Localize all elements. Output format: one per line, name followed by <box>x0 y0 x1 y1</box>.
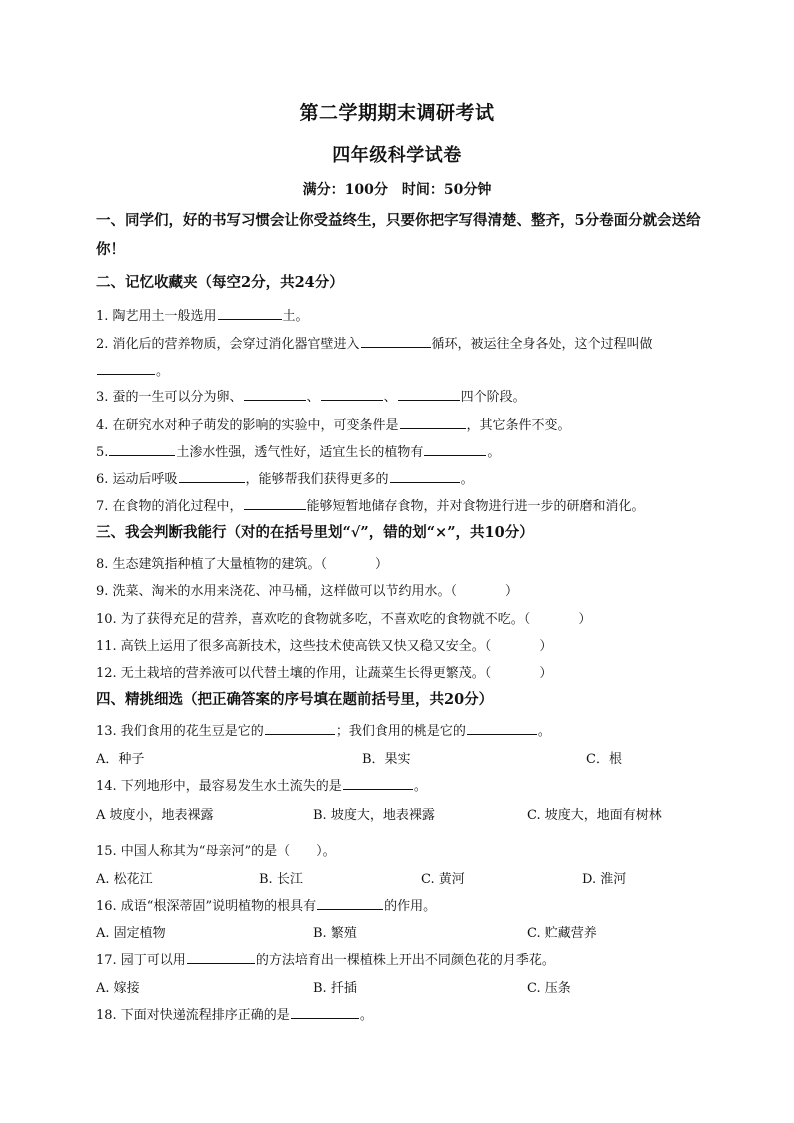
answer-blank[interactable] <box>218 307 282 320</box>
option-c[interactable]: C. 坡度大，地面有树林 <box>527 808 662 823</box>
section-4-heading: 四、精挑细选（把正确答案的序号填在题前括号里，共20分） <box>96 691 494 708</box>
question-12-text: 12. 无土栽培的营养液可以代替土壤的作用，让蔬菜生长得更繁茂。（ <box>96 666 492 681</box>
question-6-text-mid: ，能够帮我们获得更多的 <box>245 472 389 487</box>
answer-blank[interactable] <box>317 897 383 910</box>
question-2-text: 2. 消化后的营养物质，会穿过消化器官壁进入 <box>96 337 360 352</box>
option-b[interactable]: B. 扦插 <box>313 981 357 996</box>
question-6-text: 6. 运动后呼吸 <box>96 472 178 487</box>
exam-title: 第二学期期末调研考试 <box>299 102 495 124</box>
question-1-text: 1. 陶艺用土一般选用 <box>96 309 217 324</box>
question-13-text-end: 。 <box>537 724 551 739</box>
question-7 <box>96 495 706 514</box>
question-4 <box>96 414 706 433</box>
question-4-text-end: ，其它条件不变。 <box>466 418 571 433</box>
paren-close: ） <box>505 584 519 599</box>
option-a[interactable]: A. 固定植物 <box>96 926 166 941</box>
section-2-heading: 二、记忆收藏夹（每空2分，共24分） <box>96 274 344 291</box>
question-18-text-end: 。 <box>359 1008 373 1023</box>
question-5-text-end: 。 <box>487 445 501 460</box>
question-7-text: 7. 在食物的消化过程中， <box>96 499 243 514</box>
paren-close: ） <box>539 639 553 654</box>
answer-blank[interactable] <box>398 388 460 401</box>
score-time-line: 满分：100分 时间：50分钟 <box>302 182 492 198</box>
answer-blank[interactable] <box>424 443 486 456</box>
answer-blank[interactable] <box>97 362 155 375</box>
question-18-text: 18. 下面对快递流程排序正确的是 <box>96 1008 290 1023</box>
question-9 <box>96 580 706 599</box>
question-17 <box>96 949 706 968</box>
question-17-text-end: 的方法培育出一棵植株上开出不同颜色花的月季花。 <box>255 953 555 968</box>
answer-blank[interactable] <box>265 722 335 735</box>
option-d[interactable]: D. 淮河 <box>582 872 627 887</box>
question-6-text-end: 。 <box>460 472 474 487</box>
question-2 <box>96 333 706 352</box>
question-12 <box>96 662 706 681</box>
question-18 <box>96 1004 706 1023</box>
question-16 <box>96 895 706 914</box>
question-11 <box>96 635 706 654</box>
section-1-heading: 一、同学们，好的书写习惯会让你受益终生，只要你把字写得清楚、整齐，5分卷面分就会送给你！ <box>96 212 701 258</box>
question-3-text-end: 四个阶段。 <box>460 390 526 405</box>
answer-blank[interactable] <box>467 722 537 735</box>
option-a[interactable]: A. 嫁接 <box>96 981 140 996</box>
question-10-text: 10. 为了获得充足的营养，喜欢吃的食物就多吃，不喜欢吃的食物就不吃。（ <box>96 612 531 627</box>
answer-blank[interactable] <box>187 951 255 964</box>
paren-close: ） <box>375 557 389 572</box>
answer-blank[interactable] <box>321 388 383 401</box>
answer-blank[interactable] <box>244 388 306 401</box>
question-13-text-mid: ；我们食用的桃是它的 <box>335 724 466 739</box>
question-8-text: 8. 生态建筑指种植了大量植物的建筑。（ <box>96 557 328 572</box>
question-11-text: 11. 高铁上运用了很多高新技术，这些技术使高铁又快又稳又安全。（ <box>96 639 492 654</box>
answer-blank[interactable] <box>343 777 413 790</box>
option-b[interactable]: B. 繁殖 <box>313 926 357 941</box>
question-3-text: 3. 蚕的一生可以分为卵、 <box>96 390 243 405</box>
answer-blank[interactable] <box>361 335 431 348</box>
answer-blank[interactable] <box>291 1006 359 1019</box>
answer-blank[interactable] <box>179 470 245 483</box>
separator: 、 <box>306 390 320 405</box>
option-a[interactable]: A．种子 <box>96 752 145 767</box>
question-5-text-mid: 土渗水性强，透气性好，适宜生长的植物有 <box>176 445 424 460</box>
question-16-text: 16. 成语“根深蒂固”说明植物的根具有 <box>96 899 317 914</box>
option-c[interactable]: C. 黄河 <box>421 872 465 887</box>
question-13 <box>96 720 706 739</box>
question-10 <box>96 608 706 627</box>
question-8 <box>96 553 706 572</box>
question-14 <box>96 775 706 794</box>
question-9-text: 9. 洗菜、淘米的水用来浇花、冲马桶，这样做可以节约用水。（ <box>96 584 458 599</box>
question-14-text: 14. 下列地形中，最容易发生水土流失的是 <box>96 779 342 794</box>
separator: 、 <box>383 390 397 405</box>
option-b[interactable]: B. 长江 <box>259 872 303 887</box>
question-3 <box>96 386 706 405</box>
option-c[interactable]: C. 压条 <box>527 981 571 996</box>
answer-blank[interactable] <box>400 416 466 429</box>
question-2-cont <box>96 360 706 379</box>
option-b[interactable]: B. 坡度大，地表裸露 <box>313 808 435 823</box>
question-15: 15. 中国人称其为“母亲河”的是（ ）。 <box>96 844 336 859</box>
answer-blank[interactable] <box>109 443 175 456</box>
question-2-text-end: 。 <box>156 364 170 379</box>
exam-subtitle: 四年级科学试卷 <box>332 145 462 166</box>
question-14-text-end: 。 <box>413 779 427 794</box>
section-3-heading: 三、我会判断我能行（对的在括号里划“√”，错的划“×”，共10分） <box>96 524 534 541</box>
answer-blank[interactable] <box>244 497 306 510</box>
paren-close: ） <box>578 612 592 627</box>
question-4-text: 4. 在研究水对种子萌发的影响的实验中，可变条件是 <box>96 418 399 433</box>
paren-close: ） <box>539 666 553 681</box>
question-1 <box>96 305 706 324</box>
question-5 <box>96 441 706 460</box>
question-1-text-end: 土。 <box>282 309 309 324</box>
question-7-text-end: 能够短暂地储存食物，并对食物进行进一步的研磨和消化。 <box>306 499 645 514</box>
option-c[interactable]: C. 贮藏营养 <box>527 926 597 941</box>
question-17-text: 17. 园丁可以用 <box>96 953 186 968</box>
question-2-text-mid: 循环，被运往全身各处，这个过程叫做 <box>431 337 653 352</box>
option-a[interactable]: A. 松花江 <box>96 872 153 887</box>
question-5-text: 5. <box>96 445 109 460</box>
question-16-text-end: 的作用。 <box>384 899 437 914</box>
question-6 <box>96 468 706 487</box>
option-c[interactable]: C．根 <box>586 752 622 767</box>
option-a[interactable]: A 坡度小，地表裸露 <box>96 808 214 823</box>
question-13-text: 13. 我们食用的花生豆是它的 <box>96 724 264 739</box>
answer-blank[interactable] <box>390 470 460 483</box>
option-b[interactable]: B．果实 <box>362 752 411 767</box>
